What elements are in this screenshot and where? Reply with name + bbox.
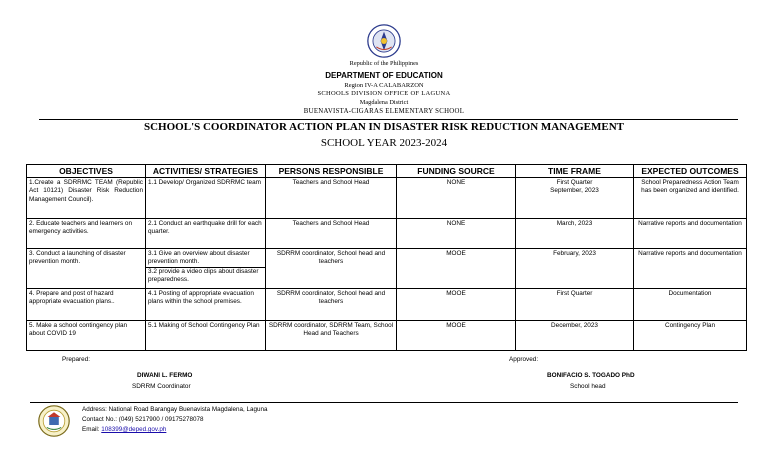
division-line: SCHOOLS DIVISION OFFICE OF LAGUNA xyxy=(317,90,451,97)
activity-cell: 2.1 Conduct an earthquake drill for each quarter. xyxy=(146,219,266,249)
activity-item: 3.2 provide a video clips about disaster preparedness. xyxy=(146,267,265,285)
activity-cell: 1.1 Develop/ Organized SDRRMC team xyxy=(146,178,266,219)
table-row xyxy=(27,249,747,289)
republic-line: Republic of the Philippines xyxy=(349,60,419,67)
funding-cell: NONE xyxy=(397,219,516,249)
activity-cell: 4.1 Posting of appropriate evacuation plans within the school premises. xyxy=(146,289,266,321)
table-row xyxy=(27,219,747,249)
activity-cell xyxy=(146,249,266,289)
objective-cell: 4. Prepare and post of hazard appropriate evacuation plans.. xyxy=(27,289,146,321)
header-rule xyxy=(39,119,738,120)
prepared-label: Prepared: xyxy=(62,356,91,363)
objective-cell: 5. Make a school contingency plan about COVID 19 xyxy=(27,321,146,351)
header-time-frame: TIME FRAME xyxy=(516,165,634,178)
header-activities: ACTIVITIES/ STRATEGIES xyxy=(146,165,266,178)
table-row xyxy=(27,178,747,219)
table-row xyxy=(27,289,747,321)
persons-cell: SDRRM coordinator, School head and teachers xyxy=(266,249,397,289)
department-line: DEPARTMENT OF EDUCATION xyxy=(325,71,443,80)
deped-seal-icon xyxy=(367,24,401,58)
footer-email-label: Email: xyxy=(82,426,100,433)
prepared-name: DIWANI L. FERMO xyxy=(137,372,193,379)
persons-cell: SDRRM coordinator, School head and teachers xyxy=(266,289,397,321)
time-frame-quarter: First Quarter xyxy=(556,179,593,186)
prepared-role: SDRRM Coordinator xyxy=(132,383,191,390)
outcome-cell: Narrative reports and documentation xyxy=(634,249,747,289)
header-objectives: OBJECTIVES xyxy=(27,165,146,178)
funding-cell: MOOE xyxy=(397,249,516,289)
time-frame-cell: First Quarter xyxy=(516,289,634,321)
time-frame-cell: December, 2023 xyxy=(516,321,634,351)
activity-cell: 5.1 Making of School Contingency Plan xyxy=(146,321,266,351)
outcome-cell: Documentation xyxy=(634,289,747,321)
funding-cell: MOOE xyxy=(397,289,516,321)
header-funding: FUNDING SOURCE xyxy=(397,165,516,178)
time-frame-date: September, 2023 xyxy=(550,187,599,195)
objective-cell: 3. Conduct a launching of disaster prevention month. xyxy=(27,249,146,289)
table-row xyxy=(27,321,747,351)
persons-cell: SDRRM coordinator, SDRRM Team, School Head and Teachers xyxy=(266,321,397,351)
action-plan-table xyxy=(26,164,747,351)
footer-email-line xyxy=(82,426,166,433)
school-year: SCHOOL YEAR 2023-2024 xyxy=(320,137,448,149)
objective-cell: 2. Educate teachers and learners on emergency activities. xyxy=(27,219,146,249)
table-header-row xyxy=(27,165,747,178)
time-frame-cell xyxy=(516,178,634,219)
footer-contact: Contact No.: (049) 5217900 / 09175278078 xyxy=(82,416,204,423)
funding-cell: NONE xyxy=(397,178,516,219)
approved-name: BONIFACIO S. TOGADO PhD xyxy=(547,372,635,379)
objective-cell: 1.Create a SDRRMC TEAM (Republic Act 10121) Disaster Risk Reduction Management Council). xyxy=(27,178,146,219)
school-logo-icon xyxy=(38,405,70,437)
header-outcomes: EXPECTED OUTCOMES xyxy=(634,165,747,178)
activity-item: 3.1 Give an overview about disaster prevention month. xyxy=(148,250,250,266)
time-frame-cell: March, 2023 xyxy=(516,219,634,249)
footer-rule xyxy=(30,402,738,403)
funding-cell: MOOE xyxy=(397,321,516,351)
document-title: SCHOOL'S COORDINATOR ACTION PLAN IN DISASTER RISK REDUCTION MANAGEMENT xyxy=(144,121,624,133)
footer-address: Address: National Road Barangay Buenavista Magdalena, Laguna xyxy=(82,406,268,413)
approved-role: School head xyxy=(570,383,606,390)
persons-cell: Teachers and School Head xyxy=(266,219,397,249)
time-frame-cell: February, 2023 xyxy=(516,249,634,289)
outcome-cell: Contingency Plan xyxy=(634,321,747,351)
school-line: BUENAVISTA-CIGARAS ELEMENTARY SCHOOL xyxy=(303,108,465,115)
outcome-cell: School Preparedness Action Team has been organized and identified. xyxy=(634,178,747,219)
district-line: Magdalena District xyxy=(359,99,409,106)
header-persons: PERSONS RESPONSIBLE xyxy=(266,165,397,178)
approved-label: Approved: xyxy=(509,356,539,363)
region-line: Region IV-A CALABARZON xyxy=(344,82,424,89)
footer-email-link[interactable]: 108399@deped.gov.ph xyxy=(101,426,167,433)
outcome-cell: Narrative reports and documentation xyxy=(634,219,747,249)
persons-cell: Teachers and School Head xyxy=(266,178,397,219)
